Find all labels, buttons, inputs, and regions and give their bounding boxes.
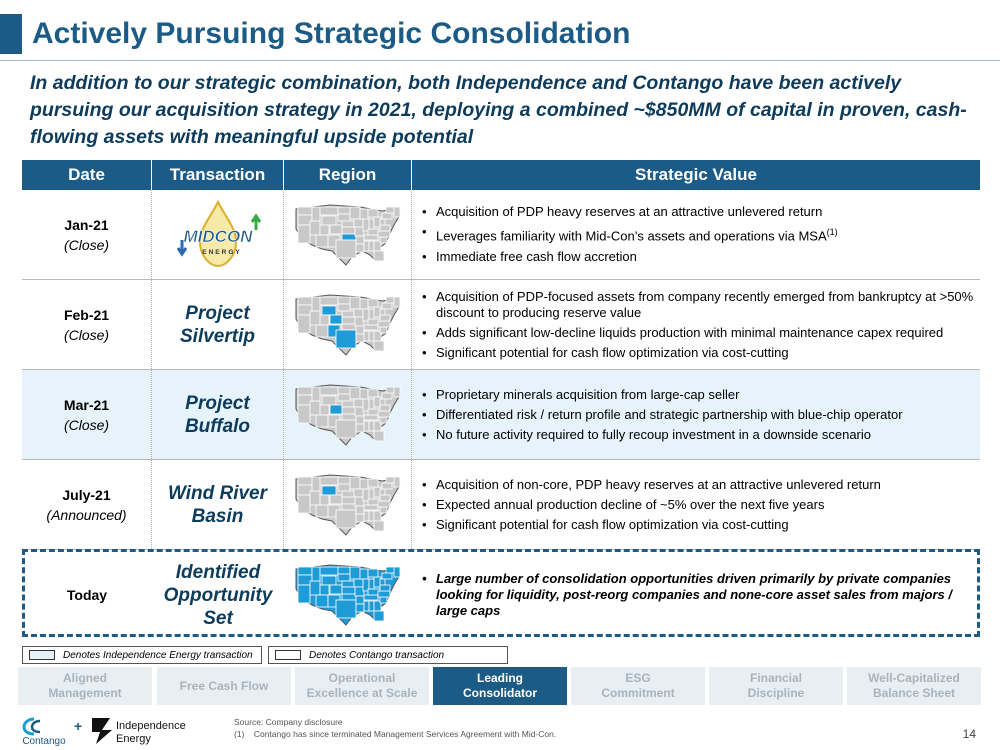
header-strategic-value: Strategic Value [635, 165, 757, 184]
state-wa [298, 387, 312, 395]
state-mn [350, 297, 360, 309]
state-ks [342, 497, 355, 504]
state-ca [298, 315, 310, 333]
state-wy [322, 216, 336, 225]
nav-label: Commitment [601, 686, 675, 700]
state-az [316, 235, 328, 247]
state-wy [322, 486, 336, 495]
state-tn [364, 325, 378, 330]
deal-status: (Close) [63, 416, 110, 433]
state-ut [320, 225, 329, 235]
state-ne2 [394, 477, 400, 487]
state-la [356, 244, 364, 252]
bullet-item: • Acquisition of non-core, PDP heavy reserves at an attractive unlevered return [422, 477, 974, 493]
state-fl [374, 611, 384, 621]
bullet-item: • Large number of consolidation opportunities driven primarily by private companies looking for liquidity, post-reorg companies and none-core asset sales from majors / large caps [422, 571, 974, 619]
us-map-icon [290, 559, 406, 631]
state-id [312, 477, 320, 491]
state-nv [310, 491, 320, 505]
date-cell [22, 550, 152, 640]
bullet-list [412, 473, 980, 537]
state-pa [382, 303, 392, 309]
state-tn [364, 235, 378, 240]
state-ok [342, 594, 356, 600]
state-sc [380, 597, 387, 603]
state-mt [320, 567, 338, 575]
bullet-text: Leverages familiarity with Mid-Con’s assets and operations via MSA [436, 228, 827, 244]
state-mn [350, 207, 360, 219]
state-mt [320, 477, 338, 485]
state-mi [368, 299, 378, 307]
state-nc [378, 321, 390, 327]
state-mi [368, 479, 378, 487]
strategic-value-cell [412, 280, 980, 369]
date: Feb-21 [63, 306, 110, 323]
state-nv [310, 581, 320, 595]
state-va [380, 405, 390, 411]
state-ks [342, 407, 355, 414]
state-nc [378, 501, 390, 507]
state-ms [364, 601, 369, 611]
deal-status: (Close) [63, 326, 110, 343]
bullet-item: • No future activity required to fully recoup investment in a downside scenario [422, 427, 974, 443]
state-al [369, 241, 374, 251]
bullet-list [412, 567, 980, 623]
bullet-item: • Proprietary minerals acquisition from large-cap seller [422, 387, 974, 403]
state-ca [298, 495, 310, 513]
state-sd [338, 574, 350, 581]
state-ar [356, 506, 364, 514]
state-wy [322, 396, 336, 405]
region-cell [284, 460, 412, 549]
date: July-21 [62, 486, 111, 503]
footnote-text: Contango has since terminated Management Services Agreement with Mid-Con. [253, 729, 557, 739]
state-wv [380, 219, 385, 225]
bullet-list [412, 285, 980, 365]
state-id [312, 567, 320, 581]
state-tn [364, 505, 378, 510]
state-wy [322, 306, 336, 315]
state-sd [338, 484, 350, 491]
state-id [312, 297, 320, 311]
state-ut [320, 585, 329, 595]
state-ne2 [394, 207, 400, 217]
state-wi [360, 299, 368, 309]
us-map-icon [290, 289, 406, 361]
state-sc [380, 417, 387, 423]
state-tx [336, 330, 356, 348]
nav-tab-financial-discipline[interactable] [709, 667, 843, 705]
bullet-item: • Significant potential for cash flow optimization via cost-cutting [422, 517, 974, 533]
page-title: Actively Pursuing Strategic Consolidation [32, 17, 631, 50]
state-mt [320, 207, 338, 215]
strategic-value-cell [412, 190, 980, 279]
state-co [330, 225, 342, 234]
date: Jan-21 [64, 216, 109, 233]
state-nv [310, 221, 320, 235]
state-ne [342, 491, 354, 497]
state-in [369, 309, 374, 319]
nav-tab-operational-excellence[interactable] [295, 667, 429, 705]
state-va [380, 225, 390, 231]
title-divider [0, 60, 1000, 61]
state-nc [378, 411, 390, 417]
footnote-marker: (1) [826, 227, 838, 238]
state-ne [342, 311, 354, 317]
state-la [356, 334, 364, 342]
state-co [330, 315, 342, 324]
state-wa [298, 567, 312, 575]
us-map-icon [290, 379, 406, 451]
state-pa [382, 213, 392, 219]
bullet-item: • Acquisition of PDP heavy reserves at an attractive unlevered return [422, 204, 974, 220]
state-az [316, 415, 328, 427]
nav-tab-esg-commitment[interactable] [571, 667, 705, 705]
state-tn [364, 595, 378, 600]
state-nd [338, 477, 350, 484]
state-ia [354, 489, 363, 497]
transaction-name-line: Opportunity [163, 584, 273, 606]
region-cell [284, 190, 412, 279]
nav-label: Discipline [747, 686, 805, 700]
source-note: Source: Company disclosure [234, 717, 343, 727]
state-nd [338, 207, 350, 214]
state-al [369, 421, 374, 431]
date-cell [22, 190, 152, 279]
state-nc [378, 591, 390, 597]
state-ut [320, 315, 329, 325]
transaction-name-line: Project [185, 302, 250, 324]
state-wa [298, 477, 312, 485]
state-ca [298, 585, 310, 603]
deal-status: (Announced) [46, 506, 127, 523]
state-wi [360, 479, 368, 489]
table-row [22, 460, 980, 550]
header-date: Date [22, 160, 152, 190]
state-az [316, 325, 328, 337]
nav-label: Free Cash Flow [179, 678, 269, 693]
state-sc [380, 507, 387, 513]
state-wi [360, 389, 368, 399]
region-cell [284, 550, 412, 640]
state-ne2 [394, 297, 400, 307]
state-az [316, 505, 328, 517]
state-mi [368, 389, 378, 397]
bullet-item: • Expected annual production decline of ~5% over the next five years [422, 497, 974, 513]
state-ar [356, 326, 364, 334]
legend-swatch-contango [275, 650, 301, 660]
state-in [369, 399, 374, 409]
transaction-name-line: Buffalo [184, 415, 251, 437]
nav-label: Leading [476, 671, 523, 685]
nav-label: Financial [749, 671, 802, 685]
state-pa [382, 393, 392, 399]
bullet-list [412, 200, 980, 268]
midcon-energy-logo [170, 200, 266, 270]
date: Today [66, 587, 108, 603]
legend-label: Denotes Contango transaction [309, 649, 445, 661]
state-nd [338, 387, 350, 394]
state-wi [360, 209, 368, 219]
state-la [356, 424, 364, 432]
state-ms [364, 421, 369, 431]
state-sd [338, 304, 350, 311]
date-cell [22, 370, 152, 459]
date: Mar-21 [63, 396, 110, 413]
state-ne [342, 401, 354, 407]
state-nd [338, 567, 350, 574]
state-tx [336, 600, 356, 618]
nav-label: Balance Sheet [872, 686, 956, 700]
state-in [369, 489, 374, 499]
state-nv [310, 401, 320, 415]
state-ok [342, 324, 356, 330]
state-nc [378, 231, 390, 237]
state-ms [364, 241, 369, 251]
state-tx [336, 510, 356, 528]
state-la [356, 514, 364, 522]
bullet-item: • Acquisition of PDP-focused assets from company recently emerged from bankruptcy at >50% discount to producing reserve value [422, 289, 974, 321]
state-ia [354, 579, 363, 587]
state-mn [350, 387, 360, 399]
state-ia [354, 399, 363, 407]
state-mt [320, 387, 338, 395]
midcon-logo-text: MIDCON [183, 226, 252, 246]
page-number: 14 [962, 727, 976, 741]
state-tn [364, 415, 378, 420]
nav-tab-aligned-management[interactable] [18, 667, 152, 705]
state-ar [356, 596, 364, 604]
transactions-table [22, 160, 980, 640]
nav-tab-leading-consolidator[interactable] [433, 667, 567, 705]
state-ne [342, 581, 354, 587]
us-map-icon [290, 469, 406, 541]
transaction-cell [152, 190, 284, 279]
state-ca [298, 225, 310, 243]
state-ms [364, 331, 369, 341]
midcon-logo-subtext: ENERGY [201, 248, 242, 256]
state-wv [380, 579, 385, 585]
state-mi [368, 209, 378, 217]
transaction-name-line: Set [203, 607, 233, 629]
state-mi [368, 569, 378, 577]
state-ut [320, 495, 329, 505]
logo-plus-sign: + [74, 718, 83, 734]
independence-logo-text: Independence [116, 720, 186, 732]
state-mn [350, 567, 360, 579]
transaction-name-line: Project [185, 392, 250, 414]
state-al [369, 601, 374, 611]
us-map-icon [290, 199, 406, 271]
state-wy [322, 576, 336, 585]
legend-independence [22, 646, 262, 664]
state-nd [338, 297, 350, 304]
state-ok [342, 234, 356, 240]
independence-logo-subtext: Energy [116, 733, 151, 745]
state-ne2 [394, 567, 400, 577]
state-ca [298, 405, 310, 423]
state-ms [364, 511, 369, 521]
state-va [380, 315, 390, 321]
header-region: Region [284, 160, 412, 190]
state-sc [380, 237, 387, 243]
independence-energy-logo [90, 716, 200, 746]
state-mt [320, 297, 338, 305]
state-sd [338, 214, 350, 221]
strategic-value-cell [412, 460, 980, 549]
state-ok [342, 414, 356, 420]
state-sd [338, 394, 350, 401]
bullet-item: • Significant potential for cash flow optimization via cost-cutting [422, 345, 974, 361]
region-cell [284, 370, 412, 459]
region-cell [284, 280, 412, 369]
state-wa [298, 297, 312, 305]
transaction-name-line: Basin [191, 505, 244, 527]
bullet-list [412, 383, 980, 447]
table-row [22, 190, 980, 280]
state-va [380, 495, 390, 501]
nav-label: Management [48, 686, 122, 700]
table-row [22, 370, 980, 460]
nav-tab-free-cash-flow[interactable] [157, 667, 291, 705]
state-id [312, 387, 320, 401]
footer-notes [234, 716, 556, 740]
state-ks [342, 227, 355, 234]
state-tx [336, 420, 356, 438]
state-ne2 [394, 387, 400, 397]
state-id [312, 207, 320, 221]
state-wv [380, 309, 385, 315]
bullet-item: • Differentiated risk / return profile and strategic partnership with blue-chip operator [422, 407, 974, 423]
state-ar [356, 416, 364, 424]
state-fl [374, 431, 384, 441]
state-ia [354, 219, 363, 227]
transaction-cell [152, 370, 284, 459]
contango-logo [14, 716, 74, 746]
state-mn [350, 477, 360, 489]
state-wi [360, 569, 368, 579]
table-header [22, 160, 980, 190]
table-row [22, 280, 980, 370]
nav-tab-well-capitalized[interactable] [847, 667, 981, 705]
state-va [380, 585, 390, 591]
contango-logo-text: Contango [22, 736, 66, 746]
state-fl [374, 521, 384, 531]
state-wv [380, 399, 385, 405]
state-ut [320, 405, 329, 415]
bullet-item [422, 224, 974, 244]
title-accent-bar [0, 14, 22, 54]
state-al [369, 331, 374, 341]
state-ne [342, 221, 354, 227]
bullet-item: • Immediate free cash flow accretion [422, 249, 974, 265]
nav-label: ESG [625, 671, 651, 685]
strategic-value-cell [412, 550, 980, 640]
deal-status: (Close) [63, 236, 110, 253]
state-al [369, 511, 374, 521]
footnote [234, 728, 556, 740]
state-fl [374, 251, 384, 261]
state-ok [342, 504, 356, 510]
state-fl [374, 341, 384, 351]
strategic-value-cell [412, 370, 980, 459]
state-in [369, 219, 374, 229]
state-sc [380, 327, 387, 333]
nav-label: Operational [328, 671, 396, 685]
state-co [330, 585, 342, 594]
state-ar [356, 236, 364, 244]
state-tx [336, 240, 356, 258]
state-pa [382, 483, 392, 489]
date-cell [22, 280, 152, 369]
footnote-number: (1) [234, 729, 245, 739]
date-cell [22, 460, 152, 549]
transaction-cell [152, 550, 284, 640]
table-row [22, 550, 980, 640]
state-co [330, 495, 342, 504]
state-nv [310, 311, 320, 325]
state-ks [342, 587, 355, 594]
state-la [356, 604, 364, 612]
transaction-name-line: Wind River [167, 482, 268, 504]
nav-label: Consolidator [463, 686, 537, 700]
bullet-item: • Adds significant low-decline liquids production with minimal maintenance capex required [422, 325, 974, 341]
state-wv [380, 489, 385, 495]
page-subtitle: In addition to our strategic combination, both Independence and Contango have been actively pursuing our acquisition strategy in 2021, deploying a combined ~$850MM of capital in proven, cash-flowing assets with meaningful upside potential [30, 72, 967, 148]
header-transaction: Transaction [152, 160, 284, 190]
state-wa [298, 207, 312, 215]
legend-contango [268, 646, 508, 664]
transaction-name-line: Silvertip [180, 325, 255, 347]
state-ia [354, 309, 363, 317]
transaction-cell [152, 280, 284, 369]
legend-swatch-independence [29, 650, 55, 660]
transaction-name-line: Identified [175, 561, 261, 583]
legend-label: Denotes Independence Energy transaction [63, 649, 253, 661]
nav-label: Aligned [62, 671, 107, 685]
state-in [369, 579, 374, 589]
transaction-cell [152, 460, 284, 549]
nav-label: Excellence at Scale [306, 686, 418, 700]
state-co [330, 405, 342, 414]
state-ks [342, 317, 355, 324]
nav-label: Well-Capitalized [868, 671, 960, 685]
state-az [316, 595, 328, 607]
state-pa [382, 573, 392, 579]
